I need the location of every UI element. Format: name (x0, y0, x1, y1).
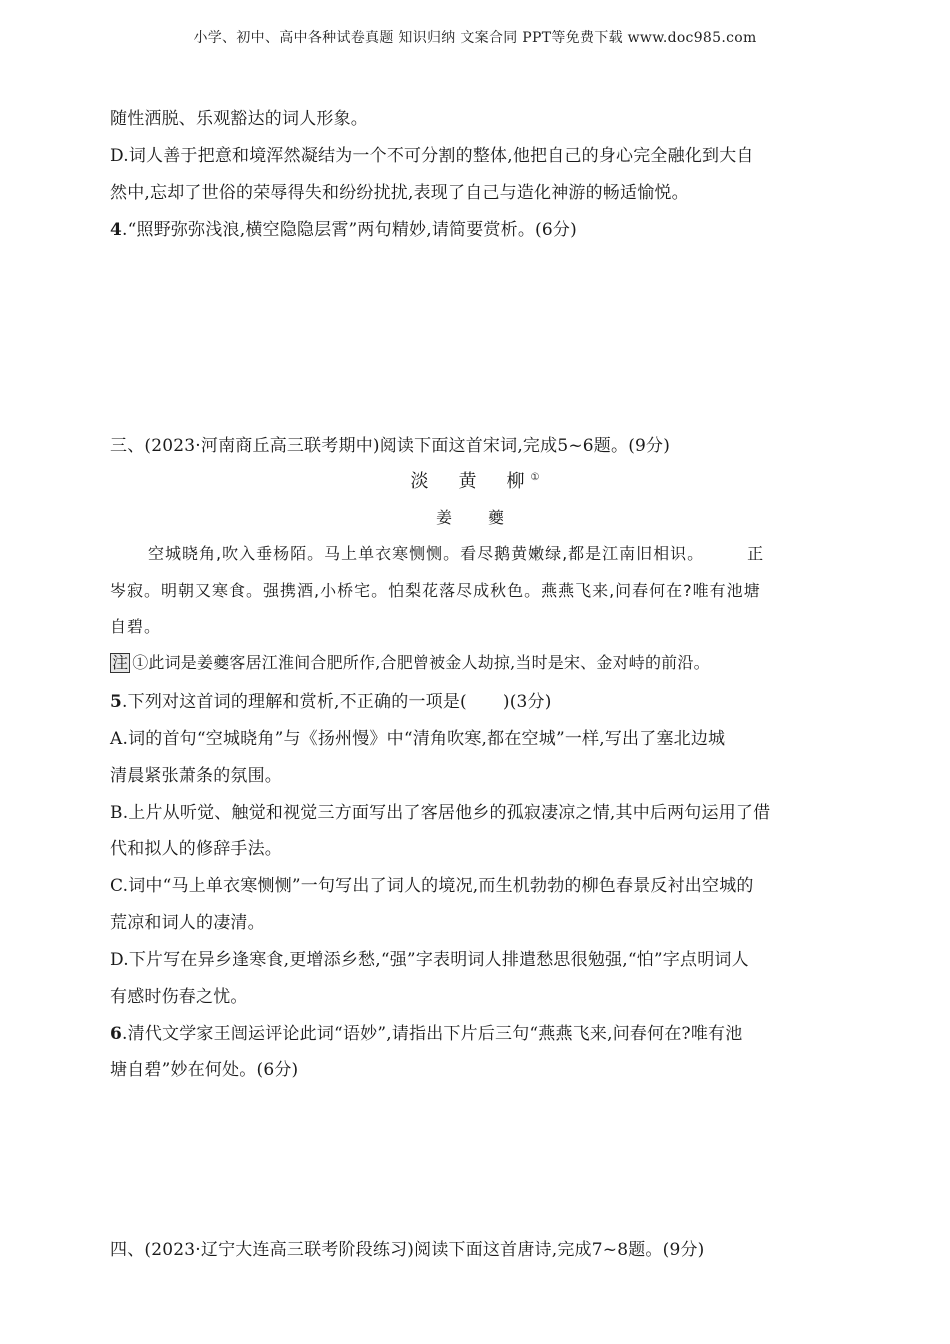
question-5-points: )(3分) (502, 692, 552, 712)
q5-option-a-line2: 清晨紧张萧条的氛围。 (110, 766, 282, 786)
q5-option-c-line2: 荒凉和词人的凄清。 (110, 913, 265, 933)
q5-option-d-line1: D.下片写在异乡逢寒食,更增添乡愁,“强”字表明词人排遣愁思很勉强,“怕”字点明词人 (110, 950, 749, 970)
question-5-stem-text: .下列对这首词的理解和赏析,不正确的一项是( (122, 692, 467, 712)
note-text: ①此词是姜夔客居江淮间合肥所作,合肥曾被金人劫掠,当时是宋、金对峙的前沿。 (132, 653, 710, 672)
poem-title-text: 淡 黄 柳 (410, 471, 531, 492)
q3-option-d-line1: D.词人善于把意和境浑然凝结为一个不可分割的整体,他把自己的身心完全融化到大自 (110, 146, 754, 166)
q3-option-d-line2: 然中,忘却了世俗的荣辱得失和纷纷扰扰,表现了自己与造化神游的畅适愉悦。 (110, 183, 689, 203)
q5-option-b-line2: 代和拟人的修辞手法。 (110, 839, 282, 859)
question-6-line2: 塘自碧”妙在何处。(6分) (110, 1060, 299, 1080)
poem-footnote (110, 650, 840, 673)
q3-option-c-tail: 随性洒脱、乐观豁达的词人形象。 (110, 109, 368, 129)
poem-line-1: 空城晓角,吹入垂杨陌。马上单衣寒恻恻。看尽鹅黄嫩绿,都是江南旧相识。 正 (148, 544, 765, 563)
poem-line-2: 岑寂。明朝又寒食。强携酒,小桥宅。怕梨花落尽成秋色。燕燕飞来,问春何在?唯有池塘 (110, 581, 761, 600)
note-badge: 注 (112, 653, 129, 672)
page-header: 小学、初中、高中各种试卷真题 知识归纳 文案合同 PPT等免费下载 www.doc985.com (193, 30, 757, 46)
question-4-number: 4 (110, 220, 123, 240)
poem-title-note-mark: ① (530, 472, 540, 483)
question-5-number: 5 (110, 692, 123, 712)
section-4-heading: 四、(2023·辽宁大连高三联考阶段练习)阅读下面这首唐诗,完成7~8题。(9分) (110, 1240, 705, 1260)
poem-title (110, 467, 840, 493)
question-4-text: .“照野弥弥浅浪,横空隐隐层霄”两句精妙,请简要赏析。(6分) (122, 220, 577, 240)
question-6-line1 (110, 1019, 840, 1044)
section-3-heading: 三、(2023·河南商丘高三联考期中)阅读下面这首宋词,完成5~6题。(9分) (110, 436, 671, 456)
question-5-stem (110, 687, 840, 712)
q5-option-c-line1: C.词中“马上单衣寒恻恻”一句写出了词人的境况,而生机勃勃的柳色春景反衬出空城的 (110, 876, 754, 896)
q5-option-b-line1: B.上片从听觉、触觉和视觉三方面写出了客居他乡的孤寂凄凉之情,其中后两句运用了借 (110, 803, 771, 823)
q5-option-d-line2: 有感时伤春之忧。 (110, 987, 248, 1007)
poem-author: 姜 夔 (435, 508, 514, 527)
q5-option-a-line1: A.词的首句“空城晓角”与《扬州慢》中“清角吹寒,都在空城”一样,写出了塞北边城 (110, 729, 726, 749)
question-6-text: .清代文学家王闿运评论此词“语妙”,请指出下片后三句“燕燕飞来,问春何在?唯有池 (122, 1024, 743, 1044)
poem-line-3: 自碧。 (110, 617, 162, 636)
question-6-number: 6 (110, 1024, 123, 1044)
question-4 (110, 215, 840, 240)
